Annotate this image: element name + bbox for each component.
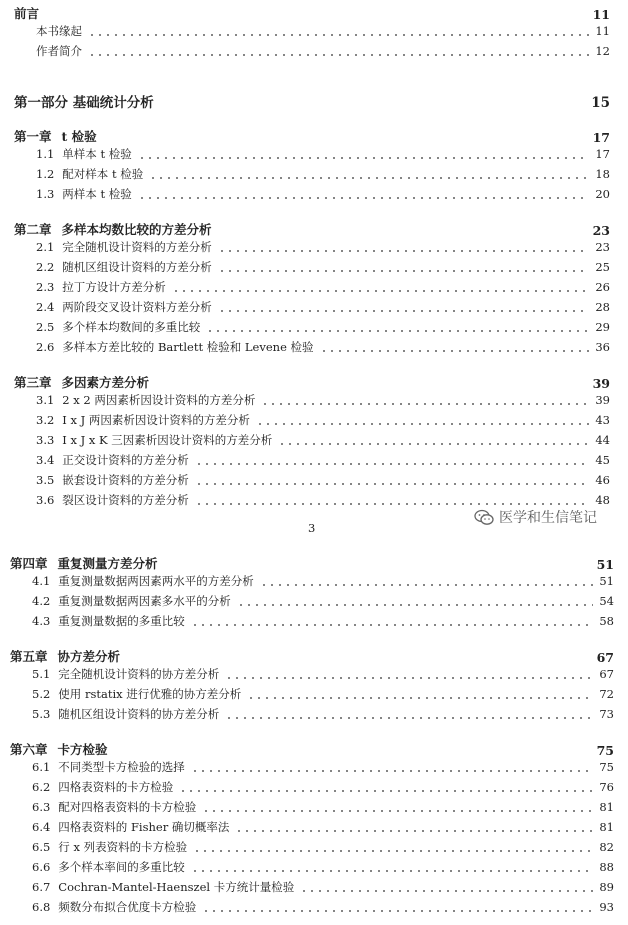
chapter-title: 多因素方差分析 — [61, 375, 150, 390]
entry-title: 配对四格表资料的卡方检验 — [58, 800, 197, 814]
part-page: 15 — [591, 95, 610, 111]
chapter-title: 卡方检验 — [57, 742, 108, 757]
toc-entry[interactable] — [36, 278, 610, 296]
entry-page: 81 — [599, 820, 614, 834]
entry-title: 完全随机设计资料的方差分析 — [62, 240, 212, 254]
chapter-heading[interactable] — [14, 218, 610, 238]
chapter-page: 75 — [596, 743, 614, 758]
entry-page: 82 — [599, 840, 614, 854]
chapter-heading[interactable] — [10, 738, 614, 758]
chapter-label: 第三章 — [14, 375, 52, 390]
leader-dots — [206, 319, 589, 333]
entry-page: 81 — [599, 800, 614, 814]
entry-page: 51 — [599, 574, 614, 588]
entry-title: 重复测量数据的多重比较 — [58, 614, 185, 628]
entry-title: 裂区设计资料的方差分析 — [62, 493, 189, 507]
chapter-page: 67 — [596, 650, 614, 665]
entry-page: 75 — [599, 760, 614, 774]
toc-entry[interactable] — [36, 471, 610, 489]
section-number: 3.4 — [36, 453, 55, 467]
leader-dots — [191, 859, 594, 873]
preface-page: 11 — [592, 7, 610, 22]
entry-page: 25 — [595, 260, 610, 274]
toc-entry[interactable] — [32, 612, 614, 630]
preface-title: 前言 — [14, 6, 40, 21]
part-heading[interactable] — [14, 91, 610, 111]
entry-page: 44 — [595, 433, 610, 447]
entry-title: 四格表资料的 Fisher 确切概率法 — [58, 820, 230, 834]
leader-dots — [88, 23, 589, 37]
entry-title: 随机区组设计资料的方差分析 — [62, 260, 212, 274]
leader-dots — [320, 339, 590, 353]
section-number: 6.7 — [32, 880, 51, 894]
entry-title: I x J x K 三因素析因设计资料的方差分析 — [62, 433, 273, 447]
preface-heading — [14, 2, 610, 22]
toc-entry[interactable] — [36, 22, 610, 40]
toc-entry[interactable] — [32, 878, 614, 896]
entry-page: 17 — [595, 147, 610, 161]
entry-title: 四格表资料的卡方检验 — [58, 780, 174, 794]
entry-page: 28 — [595, 300, 610, 314]
section-number: 6.1 — [32, 760, 51, 774]
toc-entry[interactable] — [36, 391, 610, 409]
entry-page: 45 — [595, 453, 610, 467]
leader-dots — [88, 43, 589, 57]
entry-page: 93 — [599, 900, 614, 914]
section-number: 6.4 — [32, 820, 51, 834]
toc-entry[interactable] — [36, 165, 610, 183]
leader-dots — [179, 779, 593, 793]
chapter-heading[interactable] — [10, 552, 614, 572]
chapter-label: 第二章 — [14, 222, 52, 237]
entry-page: 73 — [599, 707, 614, 721]
leader-dots — [225, 666, 593, 680]
section-number: 6.3 — [32, 800, 51, 814]
section-number: 6.6 — [32, 860, 51, 874]
entry-page: 58 — [599, 614, 614, 628]
toc-entry[interactable] — [36, 298, 610, 316]
toc-entry[interactable] — [32, 685, 614, 703]
toc-entry[interactable] — [36, 145, 610, 163]
toc-entry[interactable] — [36, 185, 610, 203]
leader-dots — [225, 706, 593, 720]
section-number: 2.5 — [36, 320, 55, 334]
toc-entry[interactable] — [36, 238, 610, 256]
toc-entry[interactable] — [36, 451, 610, 469]
chapter-label: 第四章 — [10, 556, 48, 571]
toc-entry[interactable] — [36, 431, 610, 449]
wechat-icon — [474, 509, 494, 526]
entry-page: 39 — [595, 393, 610, 407]
entry-title: 多样本方差比较的 Bartlett 检验和 Levene 检验 — [62, 340, 314, 354]
entry-title: 重复测量数据两因素两水平的方差分析 — [58, 574, 254, 588]
entry-page: 26 — [595, 280, 610, 294]
entry-title: 行 x 列表资料的卡方检验 — [58, 840, 188, 854]
entry-title: 使用 rstatix 进行优雅的协方差分析 — [58, 687, 242, 701]
entry-title: 单样本 t 检验 — [62, 147, 132, 161]
toc-entry[interactable] — [32, 818, 614, 836]
entry-title: Cochran-Mantel-Haenszel 卡方统计量检验 — [58, 880, 295, 894]
section-number: 6.2 — [32, 780, 51, 794]
chapter-page: 23 — [592, 223, 610, 238]
toc-entry[interactable] — [32, 758, 614, 776]
section-number: 5.2 — [32, 687, 51, 701]
toc-entry[interactable] — [32, 592, 614, 610]
chapter-title: 协方差分析 — [57, 649, 121, 664]
section-number: 2.4 — [36, 300, 55, 314]
section-number: 4.1 — [32, 574, 51, 588]
leader-dots — [195, 452, 590, 466]
leader-dots — [247, 686, 593, 700]
toc-entry[interactable] — [32, 898, 614, 916]
entry-page: 88 — [599, 860, 614, 874]
section-number: 2.6 — [36, 340, 55, 354]
entry-title: 两样本 t 检验 — [62, 187, 132, 201]
toc-entry[interactable] — [36, 258, 610, 276]
section-number: 2.2 — [36, 260, 55, 274]
leader-dots — [278, 432, 589, 446]
chapter-page: 17 — [592, 130, 610, 145]
entry-title: 2 x 2 两因素析因设计资料的方差分析 — [62, 393, 256, 407]
toc-entry[interactable] — [32, 665, 614, 683]
toc-entry[interactable] — [36, 318, 610, 336]
leader-dots — [261, 392, 589, 406]
entry-page: 29 — [595, 320, 610, 334]
entry-title: 不同类型卡方检验的选择 — [58, 760, 185, 774]
entry-title: 重复测量数据两因素多水平的分析 — [58, 594, 231, 608]
chapter-label: 第五章 — [10, 649, 48, 664]
entry-page: 67 — [599, 667, 614, 681]
entry-page: 46 — [595, 473, 610, 487]
chapter-title: 重复测量方差分析 — [57, 556, 158, 571]
chapter-heading[interactable] — [10, 645, 614, 665]
section-number: 1.1 — [36, 147, 55, 161]
section-number: 3.5 — [36, 473, 55, 487]
leader-dots — [195, 492, 590, 506]
section-number: 5.1 — [32, 667, 51, 681]
chapter-page: 51 — [596, 557, 614, 572]
entry-page: 76 — [599, 780, 614, 794]
toc-entry[interactable] — [32, 778, 614, 796]
chapter-heading[interactable] — [14, 371, 610, 391]
leader-dots — [202, 899, 593, 913]
chapter-label: 第六章 — [10, 742, 48, 757]
entry-title: 配对样本 t 检验 — [62, 167, 144, 181]
section-number: 4.2 — [32, 594, 51, 608]
leader-dots — [218, 259, 590, 273]
watermark-text: 医学和生信笔记 — [499, 510, 597, 526]
leader-dots — [193, 839, 593, 853]
section-number: 3.6 — [36, 493, 55, 507]
section-number: 4.3 — [32, 614, 51, 628]
entry-page: 20 — [595, 187, 610, 201]
leader-dots — [195, 472, 590, 486]
chapter-page: 39 — [592, 376, 610, 391]
entry-page: 54 — [599, 594, 614, 608]
entry-page: 11 — [595, 24, 610, 38]
section-number: 2.1 — [36, 240, 55, 254]
watermark — [474, 507, 597, 527]
entry-page: 43 — [595, 413, 610, 427]
section-number: 6.5 — [32, 840, 51, 854]
toc-entry[interactable] — [32, 798, 614, 816]
entry-title: 正交设计资料的方差分析 — [62, 453, 189, 467]
leader-dots — [260, 573, 594, 587]
entry-title: I x J 两因素析因设计资料的方差分析 — [62, 413, 250, 427]
leader-dots — [149, 166, 589, 180]
section-number: 6.8 — [32, 900, 51, 914]
entry-page: 12 — [595, 44, 610, 58]
leader-dots — [218, 239, 590, 253]
chapter-title: t 检验 — [61, 129, 97, 144]
entry-page: 36 — [595, 340, 610, 354]
leader-dots — [138, 186, 590, 200]
section-number: 3.3 — [36, 433, 55, 447]
chapter-title: 多样本均数比较的方差分析 — [61, 222, 212, 237]
entry-page: 89 — [599, 880, 614, 894]
entry-title: 多个样本率间的多重比较 — [58, 860, 185, 874]
entry-title: 本书缘起 — [36, 24, 82, 38]
section-number: 1.2 — [36, 167, 55, 181]
entry-title: 随机区组设计资料的协方差分析 — [58, 707, 220, 721]
entry-page: 48 — [595, 493, 610, 507]
section-number: 3.2 — [36, 413, 55, 427]
leader-dots — [300, 879, 593, 893]
entry-title: 嵌套设计资料的方差分析 — [62, 473, 189, 487]
toc-entry[interactable] — [36, 338, 610, 356]
leader-dots — [191, 759, 594, 773]
entry-page: 23 — [595, 240, 610, 254]
leader-dots — [172, 279, 590, 293]
entry-title: 作者简介 — [36, 44, 82, 58]
toc-entry[interactable] — [32, 705, 614, 723]
chapter-heading[interactable] — [14, 125, 610, 145]
section-number: 3.1 — [36, 393, 55, 407]
toc-entry[interactable] — [32, 572, 614, 590]
entry-title: 频数分布拟合优度卡方检验 — [58, 900, 197, 914]
leader-dots — [191, 613, 594, 627]
entry-page: 72 — [599, 687, 614, 701]
entry-page: 18 — [595, 167, 610, 181]
page-number: 3 — [308, 521, 316, 535]
entry-title: 多个样本均数间的多重比较 — [62, 320, 201, 334]
leader-dots — [218, 299, 590, 313]
entry-title: 拉丁方设计方差分析 — [62, 280, 166, 294]
leader-dots — [256, 412, 589, 426]
leader-dots — [202, 799, 593, 813]
section-number: 2.3 — [36, 280, 55, 294]
toc-entry[interactable] — [32, 838, 614, 856]
entry-title: 完全随机设计资料的协方差分析 — [58, 667, 220, 681]
chapter-label: 第一章 — [14, 129, 52, 144]
leader-dots — [138, 146, 590, 160]
part-title: 第一部分 基础统计分析 — [14, 95, 154, 111]
entry-title: 两阶段交叉设计资料方差分析 — [62, 300, 212, 314]
toc-entry[interactable] — [32, 858, 614, 876]
toc-entry[interactable] — [36, 411, 610, 429]
section-number: 1.3 — [36, 187, 55, 201]
leader-dots — [237, 593, 594, 607]
section-number: 5.3 — [32, 707, 51, 721]
leader-dots — [235, 819, 593, 833]
toc-entry[interactable] — [36, 42, 610, 60]
